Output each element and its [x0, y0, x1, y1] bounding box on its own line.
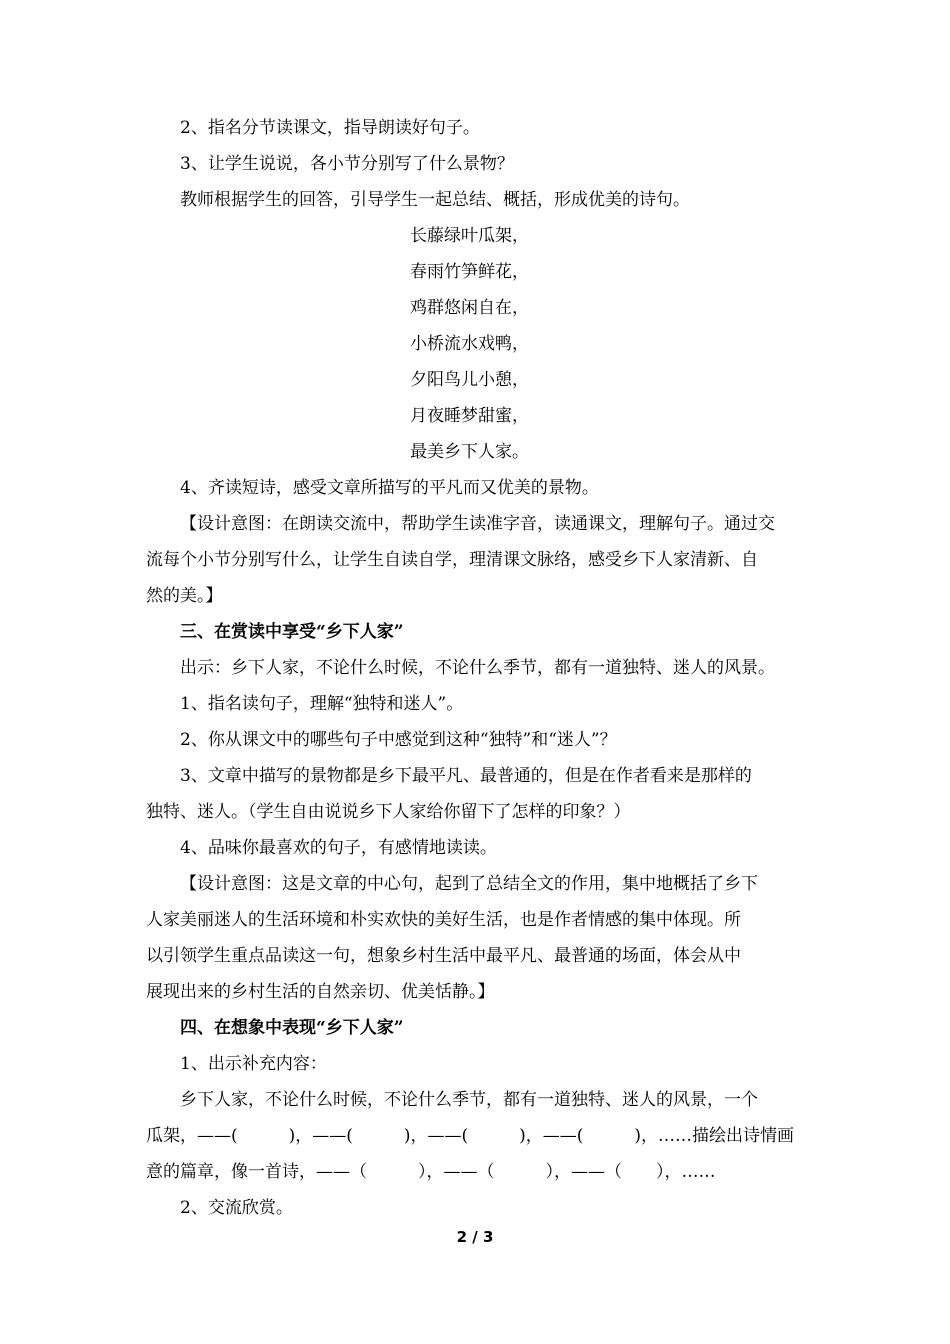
poem-line: 春雨竹笋鲜花，	[410, 262, 529, 282]
design-intent-line: 展现出来的乡村生活的自然亲切、优美恬静。】	[146, 982, 495, 1002]
paragraph: 瓜架，——( )，——( )，——( )，——( )，……描绘出诗情画	[146, 1126, 795, 1146]
paragraph: 2、交流欣赏。	[180, 1198, 293, 1218]
design-intent-line: 以引领学生重点品读这一句，想象乡村生活中最平凡、最普通的场面，体会从中	[146, 946, 741, 966]
paragraph: 独特、迷人。（学生自由说说乡下人家给你留下了怎样的印象？）	[146, 802, 631, 822]
design-intent-line: 【设计意图：在朗读交流中，帮助学生读准字音，读通课文，理解句子。通过交	[180, 514, 775, 534]
design-intent-line: 【设计意图：这是文章的中心句，起到了总结全文的作用，集中地概括了乡下	[180, 874, 758, 894]
design-intent-line: 人家美丽迷人的生活环境和朴实欢快的美好生活，也是作者情感的集中体现。所	[146, 910, 741, 930]
paragraph: 3、让学生说说，各小节分别写了什么景物？	[180, 154, 514, 174]
paragraph: 4、齐读短诗，感受文章所描写的平凡而又优美的景物。	[180, 478, 599, 498]
section-heading: 四、在想象中表现“乡下人家”	[180, 1018, 404, 1038]
paragraph: 1、出示补充内容：	[180, 1054, 327, 1074]
poem-line: 小桥流水戏鸭，	[410, 334, 529, 354]
poem-line: 长藤绿叶瓜架，	[410, 226, 529, 246]
paragraph: 教师根据学生的回答，引导学生一起总结、概括，形成优美的诗句。	[180, 190, 690, 210]
document-page	[146, 110, 814, 1226]
poem-line: 夕阳鸟儿小憩，	[410, 370, 529, 390]
page-number: 2 / 3	[456, 1228, 494, 1246]
section-heading: 三、在赏读中享受“乡下人家”	[180, 622, 404, 642]
paragraph: 4、品味你最喜欢的句子，有感情地读读。	[180, 838, 497, 858]
poem-line: 最美乡下人家。	[410, 442, 529, 462]
paragraph: 3、文章中描写的景物都是乡下最平凡、最普通的，但是在作者看来是那样的	[180, 766, 752, 786]
design-intent-line: 然的美。】	[146, 586, 223, 606]
poem-line: 月夜睡梦甜蜜，	[410, 406, 529, 426]
poem-line: 鸡群悠闲自在，	[410, 298, 529, 318]
paragraph: 1、指名读句子，理解“独特和迷人”。	[180, 694, 464, 714]
paragraph: 意的篇章，像一首诗，——（ ），——（ ），——（ ），……	[146, 1162, 716, 1182]
design-intent-line: 流每个小节分别写什么，让学生自读自学，理清课文脉络，感受乡下人家清新、自	[146, 550, 758, 570]
paragraph: 2、你从课文中的哪些句子中感觉到这种“独特”和“迷人”？	[180, 730, 617, 750]
paragraph: 2、指名分节读课文，指导朗读好句子。	[180, 118, 480, 138]
paragraph: 乡下人家，不论什么时候，不论什么季节，都有一道独特、迷人的风景，一个	[180, 1090, 758, 1110]
paragraph: 出示：乡下人家，不论什么时候，不论什么季节，都有一道独特、迷人的风景。	[180, 658, 775, 678]
